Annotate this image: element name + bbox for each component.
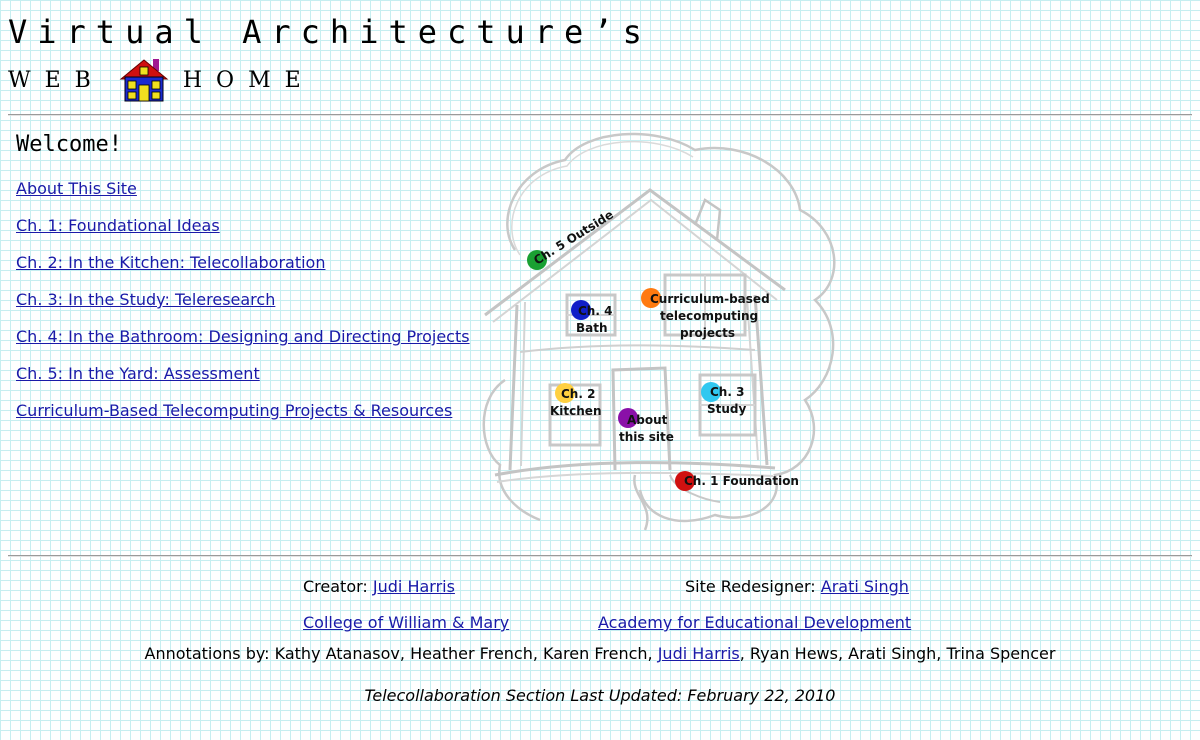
redesigner-credit — [685, 577, 909, 596]
creator-credit — [303, 577, 455, 596]
bottom-divider — [8, 555, 1192, 557]
nav-link-ch3[interactable]: Ch. 3: In the Study: Teleresearch — [16, 290, 276, 309]
hotspot-curriculum-line2: telecomputing — [660, 309, 759, 323]
hotspot-curriculum-line1: Curriculum-based — [650, 292, 770, 306]
subtitle-home: HOME — [182, 67, 315, 93]
hotspot-foundation-label: Ch. 1 Foundation — [684, 474, 799, 488]
hotspot-bath-line1: Ch. 4 — [578, 304, 613, 318]
annotations-credit — [0, 644, 1200, 663]
hotspot-study-line1: Ch. 3 — [710, 385, 745, 399]
hotspot-about-line2: this site — [619, 430, 674, 444]
hotspot-kitchen-line1: Ch. 2 — [561, 387, 596, 401]
nav-item-curriculum — [16, 400, 470, 437]
nav-item-ch4 — [16, 326, 470, 363]
redesigner-label: Site Redesigner: — [685, 577, 816, 596]
annotations-prefix: Annotations by: Kathy Atanasov, Heather French, Karen French, — [144, 644, 658, 663]
site-header — [8, 12, 652, 107]
redesigner-link[interactable]: Arati Singh — [820, 577, 909, 596]
academy-link[interactable]: Academy for Educational Development — [598, 613, 912, 632]
welcome-heading: Welcome! — [16, 132, 122, 157]
site-subtitle — [8, 56, 315, 104]
hotspot-curriculum[interactable] — [641, 288, 770, 340]
subtitle-web: WEB — [8, 67, 105, 93]
site-title: Virtual Architecture’s — [8, 13, 652, 51]
hotspot-outside-label: Ch. 5 Outside — [531, 207, 616, 268]
college-link[interactable]: College of William & Mary — [303, 613, 510, 632]
annotations-suffix: , Ryan Hews, Arati Singh, Trina Spencer — [739, 644, 1056, 663]
top-divider — [8, 114, 1192, 116]
hotspot-study-line2: Study — [707, 402, 747, 416]
hotspot-study[interactable] — [701, 382, 747, 416]
nav-link-curriculum[interactable]: Curriculum-Based Telecomputing Projects & Resources — [16, 401, 453, 420]
hotspot-kitchen[interactable] — [550, 383, 602, 418]
nav-link-about[interactable]: About This Site — [16, 179, 137, 198]
hotspot-about[interactable] — [618, 408, 674, 444]
creator-label: Creator: — [303, 577, 368, 596]
house-sketch — [455, 130, 850, 535]
nav-link-ch2[interactable]: Ch. 2: In the Kitchen: Telecollaboration — [16, 253, 326, 272]
creator-link[interactable]: Judi Harris — [372, 577, 455, 596]
nav-item-ch5 — [16, 363, 470, 400]
nav-item-about — [16, 178, 470, 215]
chapter-nav — [16, 178, 470, 437]
nav-link-ch4[interactable]: Ch. 4: In the Bathroom: Designing and Directing Projects — [16, 327, 470, 346]
nav-item-ch1 — [16, 215, 470, 252]
hotspot-bath-line2: Bath — [576, 321, 608, 335]
nav-link-ch5[interactable]: Ch. 5: In the Yard: Assessment — [16, 364, 260, 383]
college-credit — [303, 613, 509, 632]
hotspot-foundation[interactable] — [675, 471, 799, 491]
nav-item-ch3 — [16, 289, 470, 326]
nav-link-ch1[interactable]: Ch. 1: Foundational Ideas — [16, 216, 220, 235]
house-logo-icon — [119, 57, 169, 103]
last-updated: Telecollaboration Section Last Updated: February 22, 2010 — [364, 686, 836, 705]
house-image-map — [455, 130, 850, 535]
annotations-link[interactable]: Judi Harris — [657, 644, 740, 663]
hotspot-kitchen-line2: Kitchen — [550, 404, 602, 418]
hotspot-curriculum-line3: projects — [680, 326, 735, 340]
nav-item-ch2 — [16, 252, 470, 289]
hotspot-about-line1: About — [627, 413, 668, 427]
academy-credit — [598, 613, 911, 632]
hotspot-bath[interactable] — [571, 300, 612, 335]
